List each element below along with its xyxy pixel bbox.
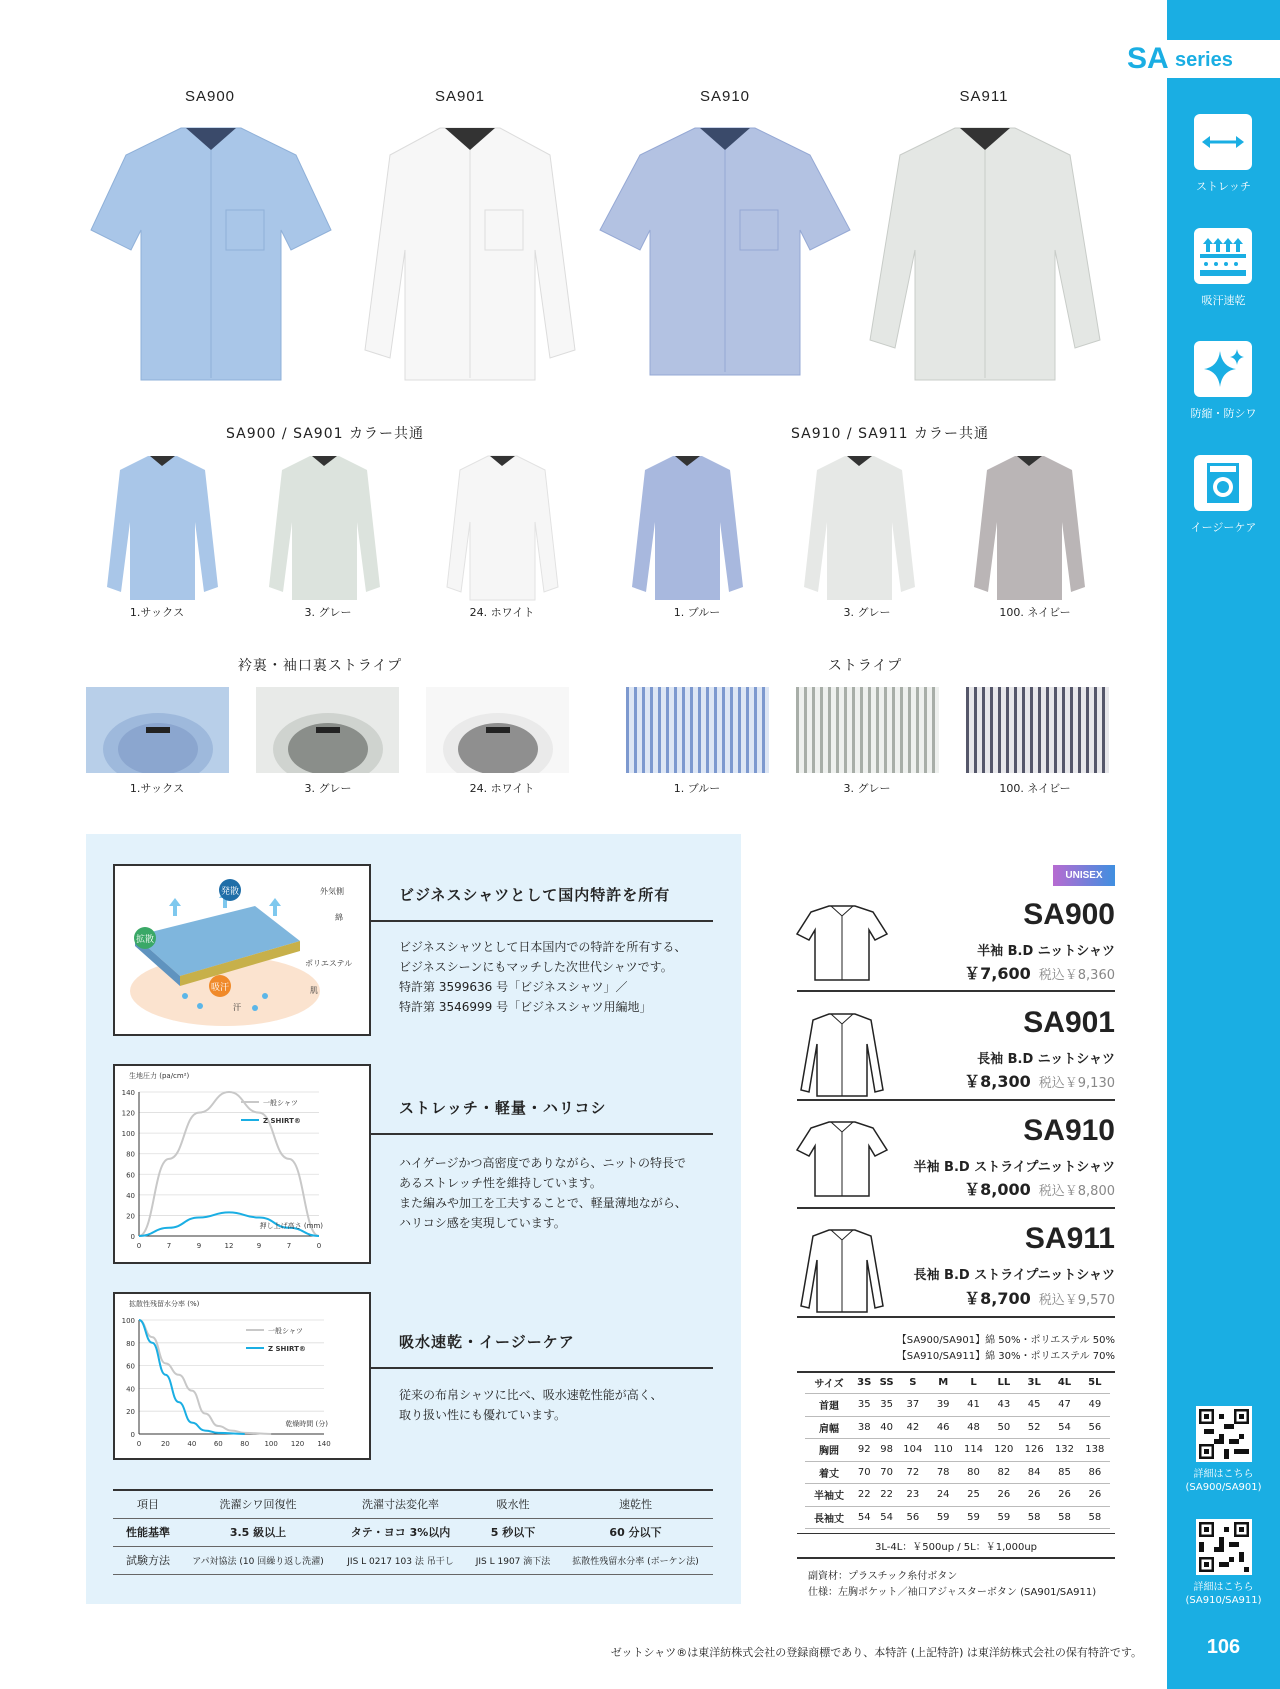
size-cell: 78 (936, 1466, 950, 1478)
feature-body-line: ハイゲージかつ高密度でありながら、ニットの特長で (399, 1156, 687, 1170)
diagram-label-kakusan: 拡散 (135, 935, 155, 945)
color-shirt-gray-2 (797, 452, 922, 602)
material-sa900-sa901: 【SA900/SA901】綿 50%・ポリエステル 50% (896, 1335, 1115, 1346)
size-cell: S (909, 1376, 917, 1388)
sweat-absorb-icon (1194, 228, 1252, 284)
feature-divider-1 (371, 920, 713, 922)
unisex-badge: UNISEX (1053, 865, 1115, 886)
perf-cell: JIS L 0217 103 法 吊干し (347, 1556, 454, 1567)
chart-title: 生地圧力 (pa/cm²) (129, 1072, 190, 1080)
spec-detail: 仕様：左胸ポケット／袖口アジャスターボタン (SA901/SA911) (808, 1587, 1097, 1598)
size-cell: 40 (880, 1421, 893, 1433)
size-row (805, 1461, 1110, 1484)
feature-title-drying: 吸水速乾・イージーケア (399, 1333, 575, 1351)
x-tick-label: 9 (196, 1242, 202, 1250)
feature-body-line: 特許第 3599636 号「ビジネスシャツ」／ (399, 980, 628, 994)
size-cell: 25 (967, 1489, 980, 1501)
qr-label-sa900 (1167, 1468, 1280, 1494)
feature-title-patent: ビジネスシャツとして国内特許を所有 (399, 886, 671, 904)
size-cell: 132 (1054, 1444, 1075, 1456)
size-cell: 43 (997, 1399, 1011, 1411)
x-tick-label: 120 (290, 1440, 305, 1448)
size-cell: 58 (1027, 1511, 1041, 1523)
color-shirt-saxe (100, 452, 225, 602)
size-surcharge-note: 3L-4L：￥500up / 5L：￥1,000up (797, 1533, 1115, 1559)
size-cell: 5L (1088, 1376, 1102, 1388)
product-divider-2 (797, 1099, 1115, 1101)
diagram-label-hassan: 発散 (220, 887, 240, 897)
qr-label-line1: 詳細はこちら (1193, 1582, 1254, 1593)
size-cell: 49 (1088, 1399, 1102, 1411)
size-cell: 54 (857, 1511, 871, 1523)
x-tick-label: 7 (166, 1242, 172, 1250)
size-row-label: 半袖丈 (814, 1491, 844, 1503)
stripe-swatch-blue (626, 687, 769, 773)
y-tick-label: 60 (126, 1362, 135, 1371)
y-tick-label: 100 (121, 1317, 135, 1325)
size-table-top-rule (797, 1371, 1115, 1373)
size-cell: 120 (994, 1444, 1014, 1456)
size-cell: 138 (1085, 1444, 1105, 1456)
qr-code-sa900[interactable] (1196, 1406, 1252, 1462)
diagram-label-sweat: 汗 (233, 1003, 241, 1012)
y-tick-label: 40 (126, 1191, 135, 1200)
product-code-sa900: SA900 (1023, 898, 1115, 931)
detail-cap-1: 1.サックス (129, 782, 185, 795)
perf-cell: タテ・ヨコ 3%以内 (350, 1526, 451, 1539)
size-row-label: サイズ (814, 1378, 844, 1390)
brand-sa: SA (1127, 42, 1169, 75)
size-cell: 56 (906, 1511, 920, 1523)
size-cell: 59 (967, 1511, 980, 1523)
shirt-sa911-image (855, 120, 1115, 385)
product-divider-3 (797, 1207, 1115, 1209)
perf-cell: 性能基準 (126, 1526, 170, 1539)
color-group-sa900-sa901: SA900 / SA901 カラー共通 (226, 426, 424, 442)
sparkle-icon (1194, 341, 1252, 397)
feature-body-patent (399, 937, 719, 1017)
pressure-chart-box (113, 1064, 371, 1264)
feature-body-stretch (399, 1153, 719, 1233)
size-cell: 82 (997, 1466, 1011, 1478)
size-cell: L (970, 1376, 977, 1388)
diagram-label-kyuukan: 吸汗 (210, 983, 230, 993)
size-header-row (805, 1371, 1110, 1394)
size-row (805, 1394, 1110, 1417)
size-table (805, 1371, 1110, 1529)
feature-body-line: ビジネスシャツとして日本国内での特許を所有する、 (399, 940, 687, 954)
size-row-label: 着丈 (819, 1468, 839, 1480)
size-cell: 23 (906, 1489, 920, 1501)
performance-table (113, 1489, 713, 1575)
size-cell: 58 (1058, 1511, 1071, 1523)
y-tick-label: 80 (126, 1150, 135, 1159)
detail-title-collar: 衿裏・袖口裏ストライプ (237, 658, 403, 674)
brand-series-word: series (1175, 49, 1233, 71)
size-cell: 56 (1088, 1421, 1102, 1433)
series-line (139, 1320, 271, 1434)
color-shirt-navy (967, 452, 1092, 602)
shirt-sa901-image (345, 120, 595, 385)
size-cell: 126 (1024, 1444, 1044, 1456)
diagram-label-polyester: ポリエステル (305, 959, 353, 968)
size-cell: 58 (1088, 1511, 1102, 1523)
footer-trademark-note: ゼットシャツ®は東洋紡株式会社の登録商標であり、本特許 (上記特許) は東洋紡株式会社の保有特許です。 (610, 1646, 1142, 1659)
price-tax: 税込￥9,130 (1038, 1076, 1115, 1091)
size-cell: 3S (857, 1376, 872, 1388)
feature-label-sweat: 吸汗速乾 (1201, 294, 1246, 307)
detail-cap-2: 3. グレー (304, 782, 352, 795)
feature-body-line: ビジネスシーンにもマッチした次世代シャツです。 (399, 960, 673, 974)
spec-accessory: 副資材：プラスチック糸付ボタン (808, 1571, 958, 1582)
perf-cell: 拡散性残留水分率 (ボーケン法) (572, 1556, 699, 1567)
size-cell: 35 (880, 1399, 893, 1411)
perf-header-row (113, 1490, 713, 1518)
product-code-sa911: SA911 (1024, 1222, 1115, 1255)
shirt-sa900-image (86, 120, 336, 385)
size-row (805, 1484, 1110, 1507)
product-divider-4 (797, 1316, 1115, 1318)
pressure-chart (115, 1066, 369, 1262)
x-tick-label: 80 (240, 1440, 250, 1448)
size-cell: 24 (936, 1489, 950, 1501)
feature-body-line: ハリコシ感を実現しています。 (399, 1216, 566, 1230)
size-cell: SS (879, 1376, 894, 1388)
size-cell: 26 (1058, 1489, 1071, 1501)
size-cell: 42 (906, 1421, 920, 1433)
size-cell: 84 (1027, 1466, 1041, 1478)
size-cell: 70 (857, 1466, 871, 1478)
size-row-label: 肩幅 (819, 1423, 839, 1435)
product-code-sa910: SA910 (1023, 1114, 1115, 1147)
drying-chart-box (113, 1292, 371, 1460)
detail-title-stripe: ストライプ (827, 658, 903, 674)
color-cap-3: 24. ホワイト (469, 606, 535, 619)
brand-series (1127, 40, 1280, 78)
size-cell: 35 (857, 1399, 871, 1411)
series-line (139, 1092, 319, 1236)
perf-header-cell: 吸水性 (496, 1498, 530, 1512)
perf-header-cell: 速乾性 (619, 1498, 652, 1512)
product-code-sa901: SA901 (1023, 1006, 1115, 1039)
detail-cap-3: 24. ホワイト (469, 782, 535, 795)
x-tick-label: 140 (317, 1440, 331, 1448)
sa900-line-drawing (793, 902, 891, 984)
product-name-sa901: 長袖 B.D ニットシャツ (977, 1052, 1115, 1067)
size-cell: 48 (967, 1421, 980, 1433)
x-axis-label: 押し上げ高さ (mm) (259, 1222, 323, 1230)
size-cell: 26 (997, 1489, 1011, 1501)
legend-label: 一般シャツ (268, 1327, 303, 1335)
x-axis-label: 乾燥時間 (分) (285, 1420, 328, 1428)
price-tax: 税込￥8,800 (1038, 1184, 1115, 1199)
stretch-arrows-icon (1194, 114, 1252, 170)
color-shirt-white (440, 452, 565, 602)
size-cell: 104 (903, 1444, 923, 1456)
washing-machine-icon (1194, 455, 1252, 511)
x-tick-label: 7 (286, 1242, 292, 1250)
shirt-code-sa900: SA900 (184, 88, 236, 105)
size-cell: 59 (997, 1511, 1011, 1523)
price-value: ￥8,000 (964, 1180, 1031, 1199)
size-cell: 3L (1027, 1376, 1041, 1388)
x-tick-label: 9 (256, 1242, 262, 1250)
price-tax: 税込￥9,570 (1038, 1293, 1115, 1308)
size-cell: 26 (1027, 1489, 1041, 1501)
size-cell: 70 (880, 1466, 893, 1478)
color-group-sa910-sa911: SA910 / SA911 カラー共通 (791, 426, 989, 442)
color-cap-5: 3. グレー (843, 606, 891, 619)
shirt-sa910-image (595, 120, 855, 385)
y-tick-label: 20 (126, 1212, 135, 1221)
perf-cell: 60 分以下 (609, 1526, 662, 1539)
feature-body-line: また編みや加工を工夫することで、軽量薄地ながら、 (399, 1196, 687, 1210)
fabric-diagram-box (113, 864, 371, 1036)
perf-cell: 5 秒以下 (490, 1526, 536, 1539)
qr-label-sa910 (1167, 1581, 1280, 1607)
size-cell: LL (997, 1376, 1011, 1388)
perf-header-cell: 項目 (137, 1498, 159, 1512)
size-row-label: 長袖丈 (814, 1513, 844, 1525)
size-cell: 59 (936, 1511, 950, 1523)
size-cell: 86 (1088, 1466, 1102, 1478)
y-tick-label: 40 (126, 1385, 135, 1394)
size-cell: 26 (1088, 1489, 1102, 1501)
product-name-sa910: 半袖 B.D ストライプニットシャツ (913, 1160, 1115, 1175)
size-cell: 45 (1027, 1399, 1041, 1411)
size-cell: M (938, 1376, 949, 1388)
x-tick-label: 100 (264, 1440, 278, 1448)
page-number: 106 (1206, 1636, 1241, 1658)
size-row-label: 胸囲 (819, 1446, 839, 1458)
x-tick-label: 60 (213, 1440, 223, 1448)
sa910-line-drawing (793, 1118, 891, 1200)
size-cell: 80 (967, 1466, 980, 1478)
perf-cell: アパ対協法 (10 回繰り返し洗濯) (192, 1556, 324, 1567)
qr-code-sa910[interactable] (1196, 1519, 1252, 1575)
feature-divider-2 (371, 1133, 713, 1135)
size-cell: 98 (880, 1444, 893, 1456)
size-cell: 110 (933, 1444, 953, 1456)
color-shirt-gray-1 (262, 452, 387, 602)
feature-label-stretch: ストレッチ (1196, 180, 1251, 193)
x-tick-label: 12 (224, 1242, 234, 1250)
diagram-label-outside: 外気側 (320, 887, 344, 896)
feature-body-line: 取り扱い性にも優れています。 (399, 1408, 567, 1422)
y-tick-label: 60 (126, 1171, 135, 1180)
size-cell: 39 (936, 1399, 950, 1411)
qr-label-line2: (SA900/SA901) (1185, 1482, 1262, 1493)
size-cell: 72 (906, 1466, 920, 1478)
size-cell: 37 (906, 1399, 920, 1411)
collar-swatch-white (426, 687, 569, 773)
feature-body-line: 特許第 3546999 号「ビジネスシャツ用編地」 (399, 1000, 652, 1014)
price-value: ￥8,700 (964, 1289, 1031, 1308)
product-price-sa910 (964, 1177, 1115, 1200)
product-name-sa900: 半袖 B.D ニットシャツ (977, 944, 1115, 959)
feature-title-stretch: ストレッチ・軽量・ハリコシ (399, 1099, 607, 1117)
price-value: ￥7,600 (964, 964, 1031, 983)
chart-title: 拡散性残留水分率 (%) (129, 1300, 200, 1308)
color-shirt-blue (625, 452, 750, 602)
shirt-code-sa911: SA911 (959, 88, 1009, 105)
y-tick-label: 120 (121, 1109, 135, 1118)
shirt-code-sa910: SA910 (699, 88, 751, 105)
sa911-line-drawing (793, 1226, 891, 1316)
size-row (805, 1439, 1110, 1462)
legend-label: 一般シャツ (263, 1099, 298, 1107)
perf-cell: 試験方法 (126, 1554, 170, 1567)
x-tick-label: 20 (160, 1440, 170, 1448)
size-cell: 46 (936, 1421, 950, 1433)
size-cell: 22 (857, 1489, 871, 1501)
size-cell: 50 (997, 1421, 1011, 1433)
material-sa910-sa911: 【SA910/SA911】綿 30%・ポリエステル 70% (896, 1351, 1115, 1362)
detail-cap-4: 1. ブルー (673, 782, 721, 795)
y-tick-label: 80 (126, 1339, 135, 1348)
color-cap-2: 3. グレー (304, 606, 352, 619)
size-cell: 54 (880, 1511, 893, 1523)
qr-label-line1: 詳細はこちら (1193, 1469, 1254, 1480)
perf-cell: JIS L 1907 滴下法 (475, 1556, 551, 1567)
price-value: ￥8,300 (964, 1072, 1031, 1091)
size-cell: 52 (1027, 1421, 1041, 1433)
product-divider-1 (797, 990, 1115, 992)
detail-cap-6: 100. ネイビー (999, 782, 1071, 795)
product-price-sa900 (964, 961, 1115, 984)
color-cap-6: 100. ネイビー (999, 606, 1071, 619)
stripe-swatch-gray (796, 687, 939, 773)
product-price-sa911 (964, 1286, 1115, 1309)
size-cell: 54 (1058, 1421, 1071, 1433)
size-cell: 47 (1058, 1399, 1071, 1411)
legend-label: Z SHIRT® (268, 1345, 306, 1353)
size-cell: 41 (967, 1399, 980, 1411)
y-tick-label: 20 (126, 1408, 135, 1417)
color-cap-1: 1.サックス (129, 606, 185, 619)
fabric-diagram (115, 866, 369, 1034)
perf-header-cell: 洗濯シワ回復性 (219, 1498, 297, 1512)
perf-row-standard (113, 1518, 713, 1546)
y-tick-label: 100 (121, 1130, 135, 1139)
perf-header-cell: 洗濯寸法変化率 (362, 1498, 439, 1512)
color-cap-4: 1. ブルー (673, 606, 721, 619)
size-row (805, 1506, 1110, 1529)
product-price-sa901 (964, 1069, 1115, 1092)
collar-swatch-gray (256, 687, 399, 773)
feature-label-easycare: イージーケア (1190, 521, 1257, 534)
feature-body-drying (399, 1385, 719, 1425)
stripe-swatch-navy (966, 687, 1109, 773)
qr-label-line2: (SA910/SA911) (1185, 1595, 1262, 1606)
size-cell: 38 (857, 1421, 871, 1433)
y-tick-label: 0 (130, 1233, 135, 1241)
detail-cap-5: 3. グレー (843, 782, 891, 795)
diagram-label-skin: 肌 (310, 986, 318, 995)
size-row-label: 首廻 (819, 1401, 839, 1413)
drying-chart (115, 1294, 369, 1458)
size-cell: 92 (857, 1444, 871, 1456)
size-cell: 114 (963, 1444, 984, 1456)
price-tax: 税込￥8,360 (1038, 968, 1115, 983)
x-tick-label: 0 (136, 1440, 142, 1448)
perf-cell: 3.5 級以上 (229, 1526, 287, 1539)
legend-label: Z SHIRT® (263, 1117, 301, 1125)
sa901-line-drawing (793, 1010, 891, 1100)
collar-swatch-saxe (86, 687, 229, 773)
feature-body-line: 従来の布帛シャツに比べ、吸水速乾性能が高く、 (399, 1388, 663, 1402)
feature-body-line: あるストレッチ性を維持しています。 (399, 1176, 602, 1190)
y-tick-label: 140 (121, 1089, 135, 1097)
y-tick-label: 0 (130, 1431, 135, 1439)
size-row (805, 1416, 1110, 1439)
shirt-code-sa901: SA901 (434, 88, 486, 105)
series-line (139, 1320, 245, 1434)
x-tick-label: 0 (136, 1242, 142, 1250)
perf-row-method (113, 1546, 713, 1574)
size-cell: 85 (1058, 1466, 1071, 1478)
x-tick-label: 40 (187, 1440, 197, 1448)
x-tick-label: 0 (316, 1242, 322, 1250)
diagram-label-cotton: 綿 (335, 913, 343, 922)
feature-divider-3 (371, 1367, 713, 1369)
feature-label-antishrink: 防縮・防シワ (1190, 407, 1257, 420)
product-name-sa911: 長袖 B.D ストライプニットシャツ (913, 1268, 1115, 1283)
size-cell: 22 (880, 1489, 893, 1501)
size-cell: 4L (1057, 1376, 1072, 1388)
